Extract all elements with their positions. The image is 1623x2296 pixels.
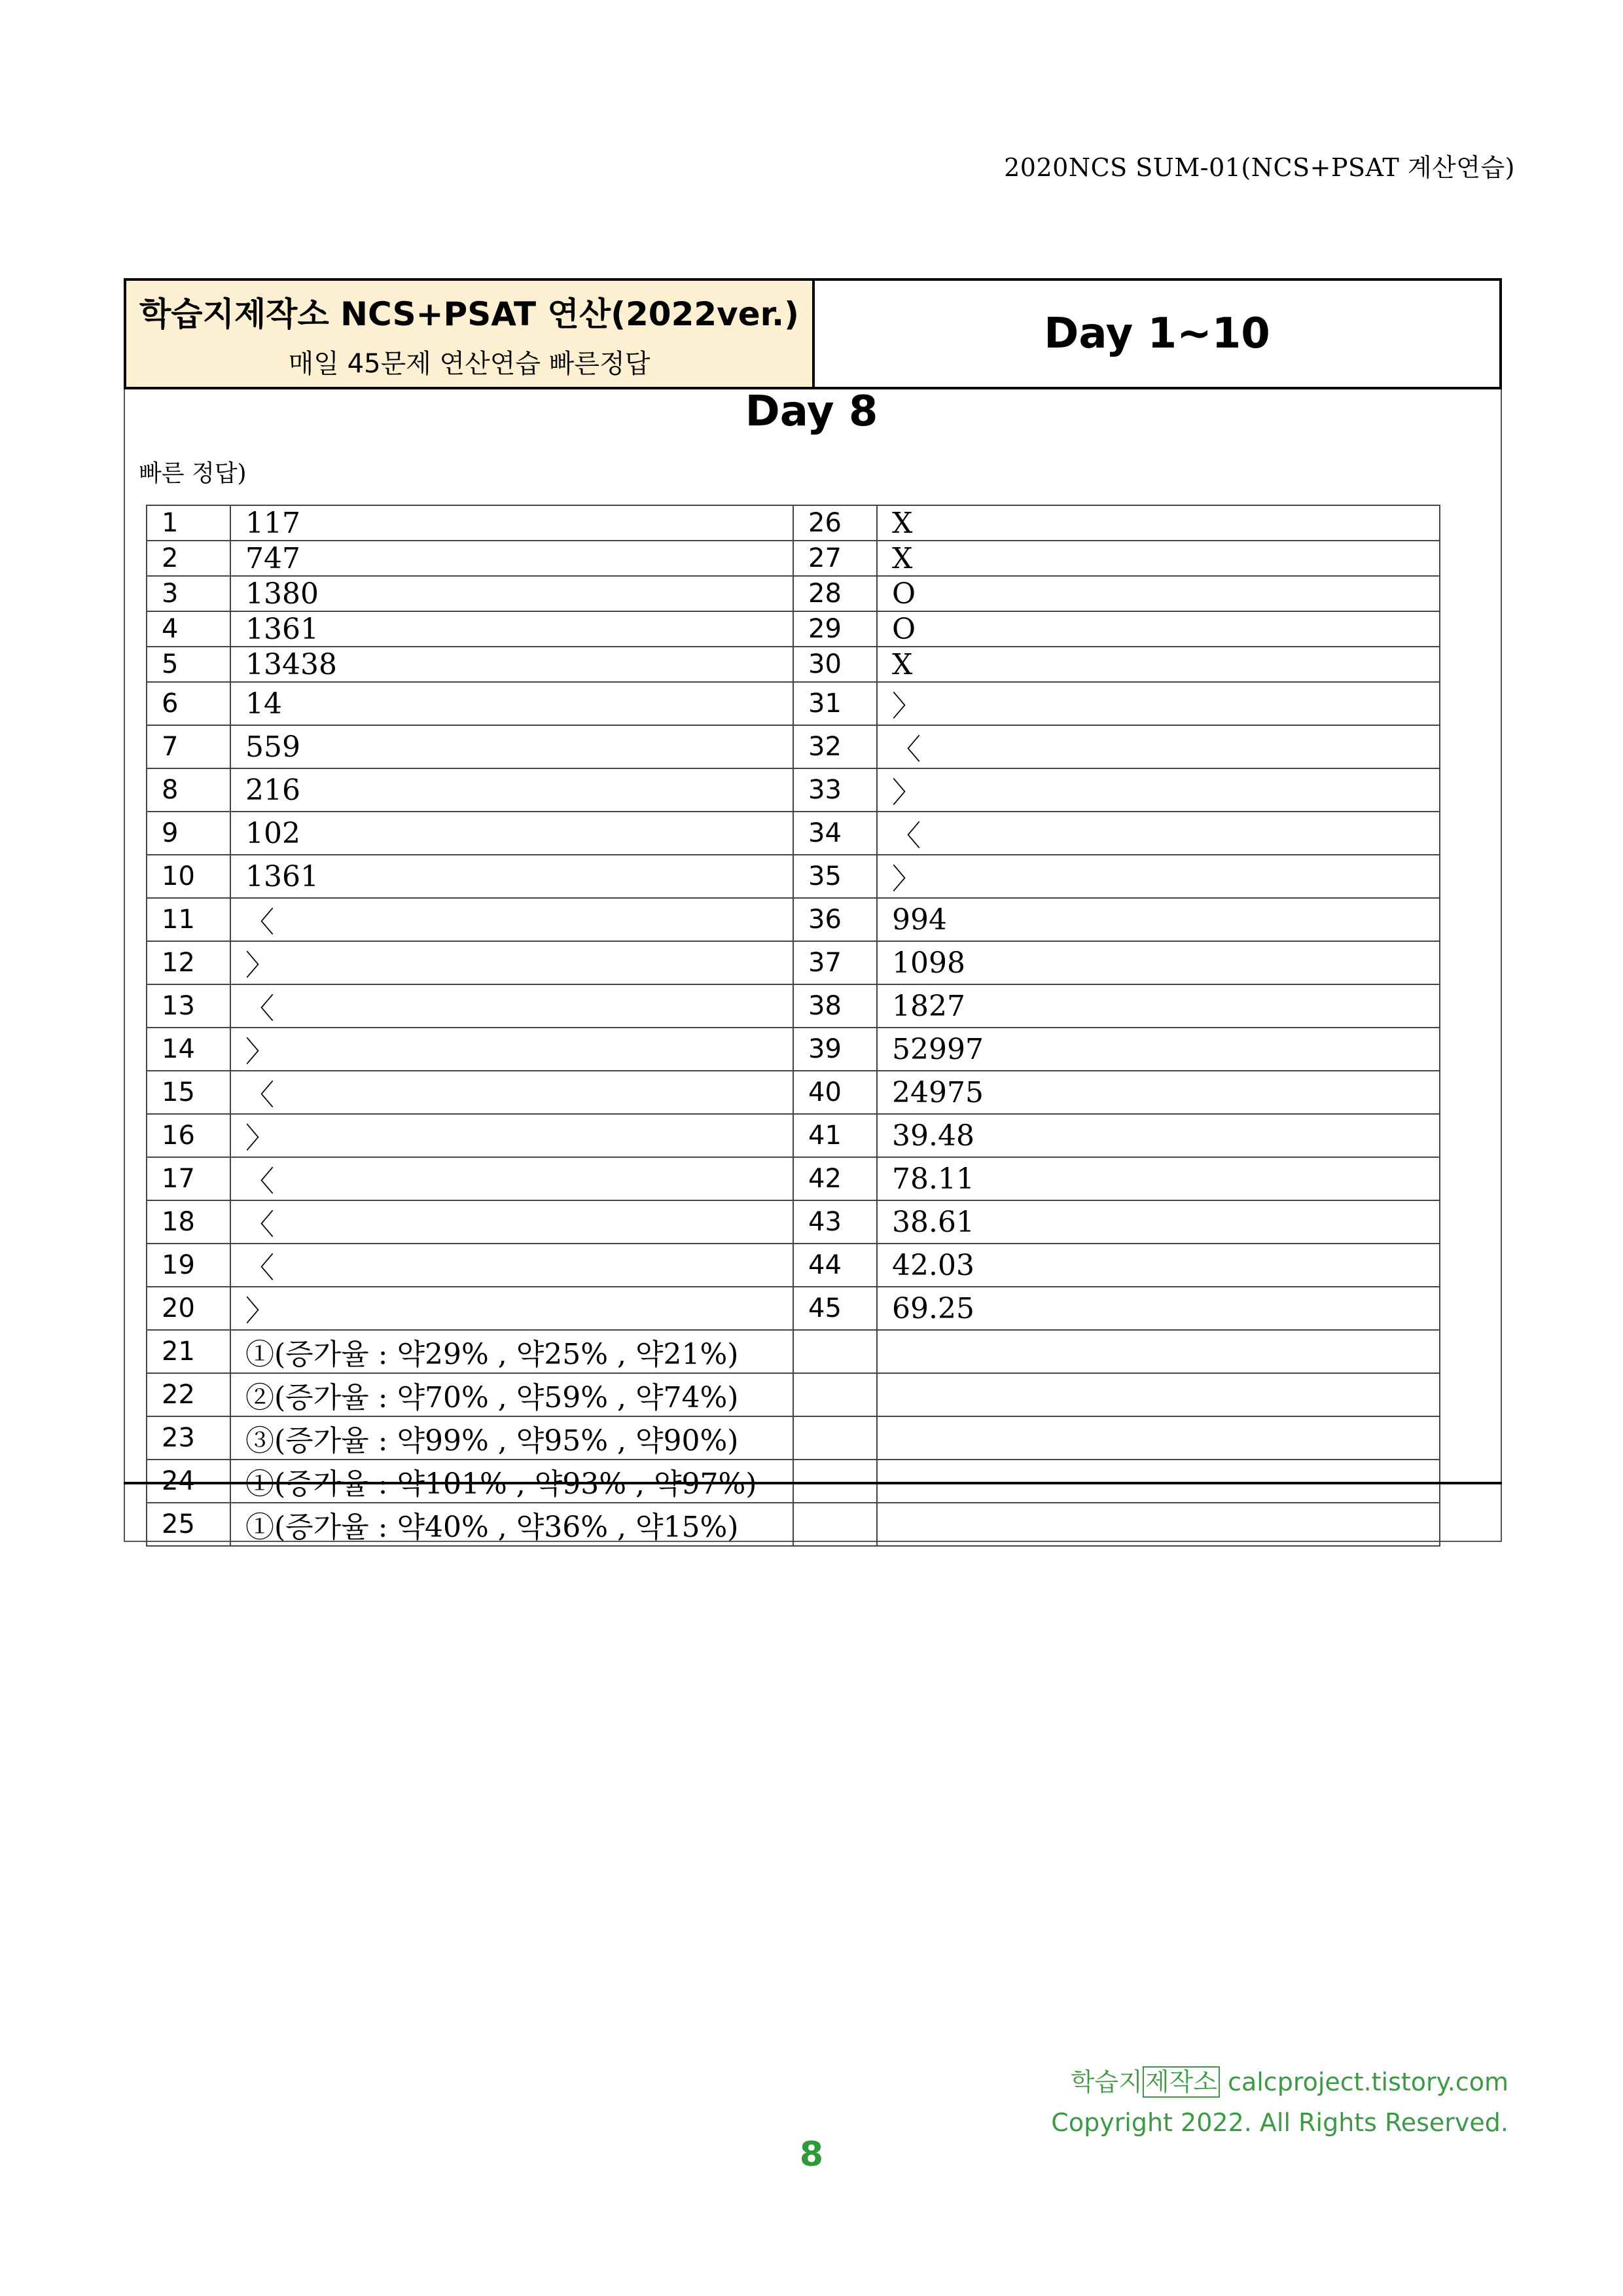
answer-value: 〈: [877, 812, 1440, 855]
table-row: [147, 576, 1440, 611]
bottom-divider: [124, 1482, 1502, 1484]
table-row: [147, 898, 1440, 941]
answer-value: ②(증가율 : 약70% , 약59% , 약74%): [230, 1373, 793, 1416]
answer-value: 38.61: [877, 1200, 1440, 1244]
question-number: 3: [147, 576, 230, 611]
table-row: [147, 682, 1440, 725]
answer-value: 〈: [877, 725, 1440, 768]
table-row: [147, 1503, 1440, 1546]
answer-value: [877, 1373, 1440, 1416]
question-number: 4: [147, 611, 230, 647]
question-number: 13: [147, 984, 230, 1028]
subtitle: 매일 45문제 연산연습 빠른정답: [288, 348, 651, 379]
answer-value: 13438: [230, 647, 793, 682]
question-number: 14: [147, 1028, 230, 1071]
question-number: 18: [147, 1200, 230, 1244]
question-number: 24: [147, 1460, 230, 1503]
answer-value: 〉: [877, 855, 1440, 898]
question-number: [793, 1416, 877, 1460]
answer-value: 559: [230, 725, 793, 768]
question-number: 42: [793, 1157, 877, 1200]
question-number: 25: [147, 1503, 230, 1546]
question-number: 5: [147, 647, 230, 682]
answer-value: 42.03: [877, 1244, 1440, 1287]
question-number: 28: [793, 576, 877, 611]
answer-value: 216: [230, 768, 793, 812]
question-number: 15: [147, 1071, 230, 1114]
answer-value: 102: [230, 812, 793, 855]
answer-value: 14: [230, 682, 793, 725]
question-number: 22: [147, 1373, 230, 1416]
answer-value: 1827: [877, 984, 1440, 1028]
answer-value: 1380: [230, 576, 793, 611]
title-box: [124, 278, 1502, 389]
answer-value: ①(증가율 : 약40% , 약36% , 약15%): [230, 1503, 793, 1546]
answer-value: [877, 1460, 1440, 1503]
question-number: 11: [147, 898, 230, 941]
table-row: [147, 1244, 1440, 1287]
answer-value: 1361: [230, 611, 793, 647]
question-number: 1: [147, 505, 230, 541]
answer-value: 39.48: [877, 1114, 1440, 1157]
page-number: 8: [799, 2135, 824, 2174]
answer-value: [877, 1503, 1440, 1546]
question-number: 38: [793, 984, 877, 1028]
answer-value: 117: [230, 505, 793, 541]
question-number: 40: [793, 1071, 877, 1114]
question-number: 23: [147, 1416, 230, 1460]
table-row: [147, 1460, 1440, 1503]
table-row: [147, 1330, 1440, 1373]
answer-value: X: [877, 647, 1440, 682]
answer-value: ③(증가율 : 약99% , 약95% , 약90%): [230, 1416, 793, 1460]
answer-value: X: [877, 505, 1440, 541]
answer-value: 〈: [230, 1200, 793, 1244]
question-number: 17: [147, 1157, 230, 1200]
answer-value: 〈: [230, 1157, 793, 1200]
answer-value: O: [877, 611, 1440, 647]
question-number: 33: [793, 768, 877, 812]
answer-value: 69.25: [877, 1287, 1440, 1330]
question-number: 36: [793, 898, 877, 941]
answer-value: 78.11: [877, 1157, 1440, 1200]
table-row: [147, 1416, 1440, 1460]
question-number: [793, 1503, 877, 1546]
footer-brand-prefix: 학습지: [1070, 2068, 1143, 2096]
answer-value: 〉: [230, 941, 793, 984]
question-number: [793, 1373, 877, 1416]
section-label: 빠른 정답): [139, 460, 247, 487]
answer-value: O: [877, 576, 1440, 611]
answer-value: 〉: [230, 1114, 793, 1157]
question-number: 39: [793, 1028, 877, 1071]
answer-value: 〈: [230, 984, 793, 1028]
question-number: 30: [793, 647, 877, 682]
table-row: [147, 984, 1440, 1028]
table-row: [147, 1373, 1440, 1416]
question-number: 9: [147, 812, 230, 855]
question-number: 19: [147, 1244, 230, 1287]
table-row: [147, 768, 1440, 812]
answer-value: 〉: [877, 768, 1440, 812]
table-row: [147, 725, 1440, 768]
main-title: 학습지제작소 NCS+PSAT 연산(2022ver.): [139, 295, 800, 333]
question-number: 6: [147, 682, 230, 725]
question-number: 27: [793, 541, 877, 576]
table-row: [147, 941, 1440, 984]
question-number: 35: [793, 855, 877, 898]
table-row: [147, 541, 1440, 576]
answer-value: 〈: [230, 1071, 793, 1114]
table-row: [147, 611, 1440, 647]
table-row: [147, 1157, 1440, 1200]
question-number: [793, 1460, 877, 1503]
question-number: 26: [793, 505, 877, 541]
question-number: 29: [793, 611, 877, 647]
question-number: 44: [793, 1244, 877, 1287]
footer-brand-boxed: 제작소: [1143, 2066, 1220, 2098]
answer-value: 〈: [230, 898, 793, 941]
table-row: [147, 855, 1440, 898]
day-range: Day 1~10: [1044, 310, 1270, 358]
answer-value: 〉: [230, 1028, 793, 1071]
question-number: 12: [147, 941, 230, 984]
table-row: [147, 1287, 1440, 1330]
answer-value: 994: [877, 898, 1440, 941]
question-number: 8: [147, 768, 230, 812]
answer-value: 〉: [230, 1287, 793, 1330]
answer-value: 747: [230, 541, 793, 576]
table-row: [147, 1028, 1440, 1071]
answer-value: 1098: [877, 941, 1440, 984]
footer-site-line: [1051, 2062, 1508, 2102]
day-title: Day 8: [745, 387, 878, 436]
footer: [1051, 2062, 1508, 2143]
question-number: 45: [793, 1287, 877, 1330]
question-number: 10: [147, 855, 230, 898]
question-number: 43: [793, 1200, 877, 1244]
question-number: 32: [793, 725, 877, 768]
answer-value: 1361: [230, 855, 793, 898]
answer-value: ①(증가율 : 약101% , 약93% , 약97%): [230, 1460, 793, 1503]
footer-site-link[interactable]: calcproject.tistory.com: [1228, 2068, 1508, 2096]
question-number: 7: [147, 725, 230, 768]
document-code-header: 2020NCS SUM-01(NCS+PSAT 계산연습): [1004, 153, 1515, 182]
question-number: [793, 1330, 877, 1373]
table-row: [147, 505, 1440, 541]
answer-table-body: [147, 505, 1440, 1546]
table-row: [147, 1114, 1440, 1157]
answer-value: 〈: [230, 1244, 793, 1287]
question-number: 21: [147, 1330, 230, 1373]
question-number: 41: [793, 1114, 877, 1157]
question-number: 20: [147, 1287, 230, 1330]
table-row: [147, 812, 1440, 855]
question-number: 34: [793, 812, 877, 855]
table-row: [147, 647, 1440, 682]
table-row: [147, 1200, 1440, 1244]
title-box-left: [126, 281, 815, 387]
answer-value: 24975: [877, 1071, 1440, 1114]
answer-value: 〉: [877, 682, 1440, 725]
footer-copyright: Copyright 2022. All Rights Reserved.: [1051, 2108, 1508, 2137]
answer-value: X: [877, 541, 1440, 576]
answer-table: [146, 505, 1440, 1547]
answer-value: [877, 1416, 1440, 1460]
question-number: 37: [793, 941, 877, 984]
question-number: 31: [793, 682, 877, 725]
answer-value: 52997: [877, 1028, 1440, 1071]
question-number: 2: [147, 541, 230, 576]
question-number: 16: [147, 1114, 230, 1157]
table-row: [147, 1071, 1440, 1114]
answer-value: ①(증가율 : 약29% , 약25% , 약21%): [230, 1330, 793, 1373]
answer-value: [877, 1330, 1440, 1373]
